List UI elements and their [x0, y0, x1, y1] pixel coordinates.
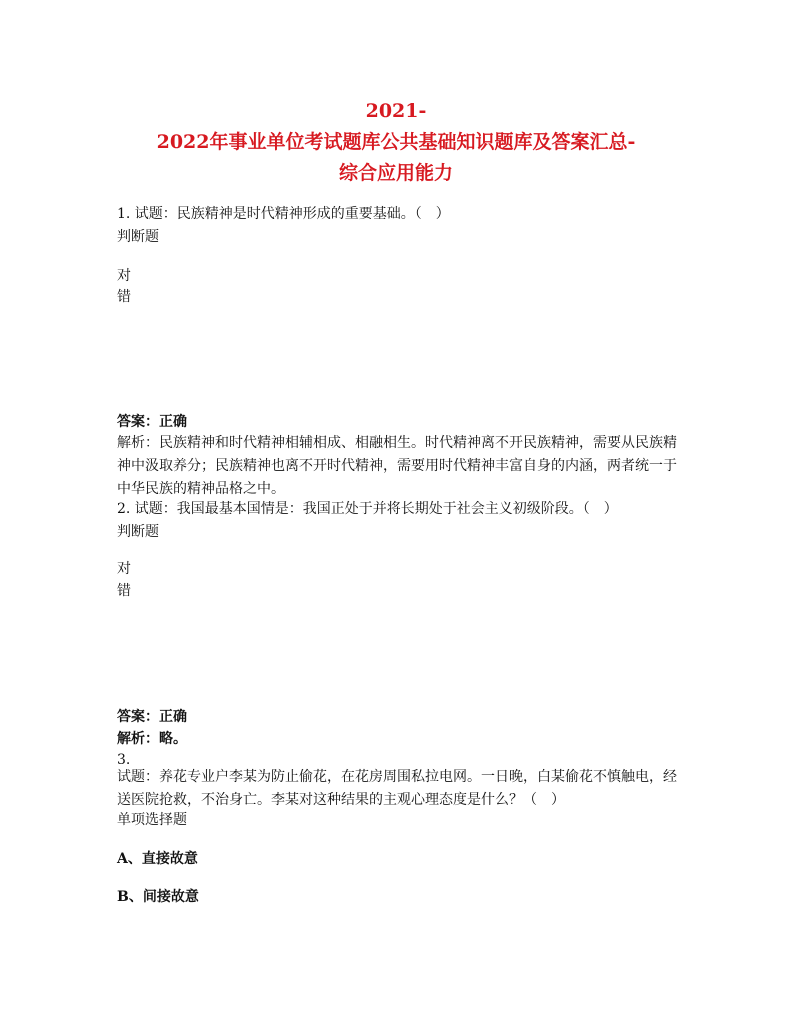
q3-stem: 试题：养花专业户李某为防止偷花，在花房周围私拉电网。一日晚，白某偷花不慎触电，经送医院抢救，不治身亡。李某对这种结果的主观心理态度是什么？（ ）: [117, 769, 677, 808]
q1-analysis: 解析：民族精神和时代精神相辅相成、相融相生。时代精神离不开民族精神，需要从民族精神中汲取养分；民族精神也离不开时代精神，需要用时代精神丰富自身的内涵，两者统一于中华民族的精神品格之中。: [117, 435, 677, 497]
q1-stem: 1. 试题：民族精神是时代精神形成的重要基础。（ ）: [117, 206, 450, 222]
q2-answer: 答案：正确: [117, 709, 187, 725]
document-title-line-2: 2022年事业单位考试题库公共基础知识题库及答案汇总-: [156, 131, 636, 153]
q1-option-true: 对: [117, 268, 131, 284]
q3-number: 3.: [117, 752, 131, 768]
q2-analysis: 解析：略。: [117, 731, 187, 747]
q1-option-false: 错: [117, 289, 131, 305]
q3-option-b: B、间接故意: [117, 889, 199, 905]
q1-answer: 答案：正确: [117, 414, 187, 430]
q2-option-true: 对: [117, 561, 131, 577]
q3-type: 单项选择题: [117, 812, 187, 828]
q1-type: 判断题: [117, 229, 159, 245]
q2-type: 判断题: [117, 524, 159, 540]
document-title-line-1: 2021-: [365, 100, 427, 122]
q2-stem: 2. 试题：我国最基本国情是：我国正处于并将长期处于社会主义初级阶段。（ ）: [117, 501, 618, 517]
document-title-line-3: 综合应用能力: [338, 162, 453, 184]
q3-option-a: A、直接故意: [117, 851, 198, 867]
q2-option-false: 错: [117, 583, 131, 599]
